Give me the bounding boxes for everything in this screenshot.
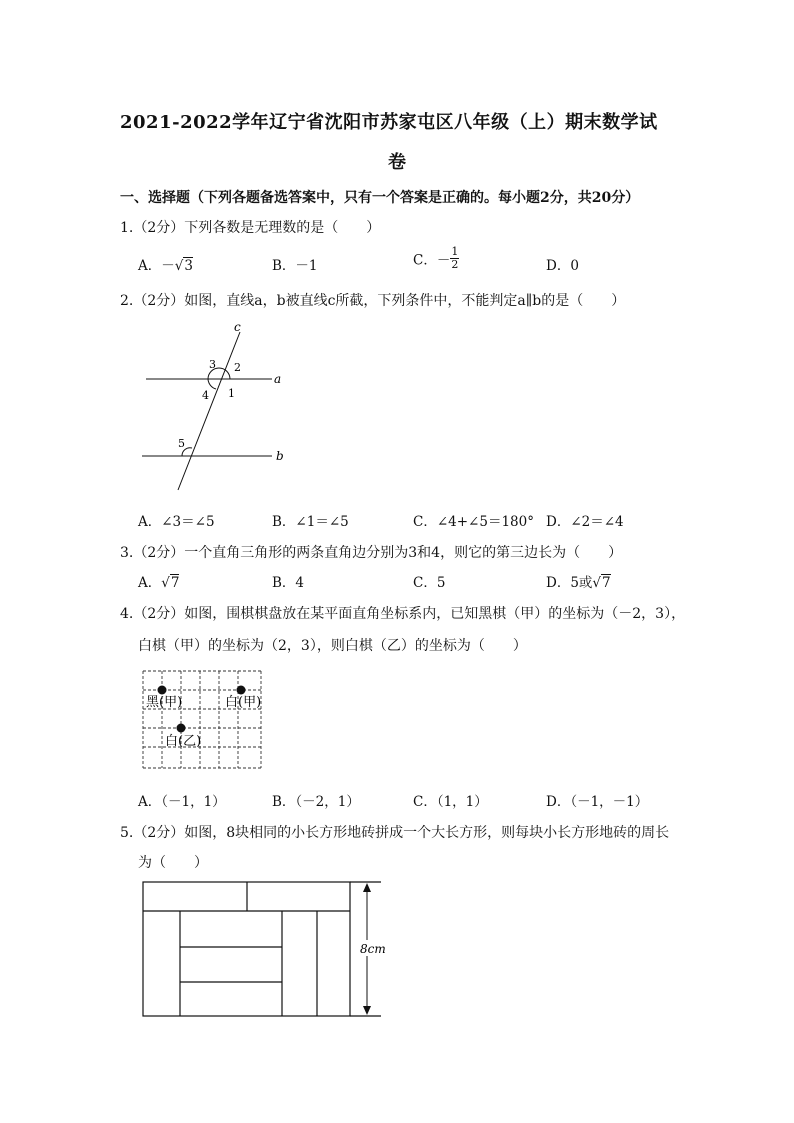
label-4: 4 <box>202 389 209 402</box>
question-2-option-c: C．∠4+∠5＝180° <box>413 514 534 530</box>
label-a: a <box>274 372 282 386</box>
question-5-stem: 5.（2分）如图，8块相同的小长方形地砖拼成一个大长方形，则每块小长方形地砖的周长 <box>120 825 670 841</box>
question-4-option-a: A．（－1，1） <box>138 794 226 810</box>
question-2-stem: 2.（2分）如图，直线a，b被直线c所截，下列条件中，不能判定a∥b的是（ ） <box>120 293 626 309</box>
question-4-option-d: D．（－1，－1） <box>546 794 649 810</box>
question-3-option-b: B．4 <box>272 575 305 591</box>
label-black-jia: 黑(甲) <box>146 695 183 710</box>
question-4-stem: 4.（2分）如图，围棋棋盘放在某平面直角坐标系内，已知黑棋（甲）的坐标为（－2，3）， <box>120 606 686 622</box>
label-b: b <box>276 449 284 463</box>
question-5-stem-line2: 为（ ） <box>138 855 208 871</box>
question-3-stem: 3.（2分）一个直角三角形的两条直角边分别为3和4，则它的第三边长为（ ） <box>120 545 623 561</box>
question-3-option-d: D．5或√7 <box>546 575 611 591</box>
question-3-option-a: A．√7 <box>138 575 180 591</box>
height-label: 8cm <box>360 942 386 956</box>
page-title-continued: 卷 <box>388 152 407 173</box>
question-2-option-b: B．∠1＝∠5 <box>272 514 349 530</box>
label-white-jia: 白(甲) <box>225 695 262 710</box>
label-white-yi: 白(乙) <box>165 734 202 749</box>
page-title: 2021-2022学年辽宁省沈阳市苏家屯区八年级（上）期末数学试 <box>120 112 658 133</box>
question-4-option-c: C．（1，1） <box>413 794 488 810</box>
go-board-figure <box>140 668 265 773</box>
parallel-lines-figure <box>130 320 300 495</box>
label-1: 1 <box>228 387 235 400</box>
question-4-stem-line2: 白棋（甲）的坐标为（2，3），则白棋（乙）的坐标为（ ） <box>138 638 527 654</box>
tiles-figure <box>140 878 390 1023</box>
label-3: 3 <box>209 358 216 371</box>
question-4-option-b: B．（－2，1） <box>272 794 360 810</box>
question-2-option-a: A．∠3＝∠5 <box>138 514 215 530</box>
question-1-option-d: D．0 <box>546 258 579 274</box>
angle-arc-bottom-left <box>208 379 216 389</box>
section-heading: 一、选择题（下列各题备选答案中，只有一个答案是正确的。每小题2分，共20分） <box>120 190 640 206</box>
label-c: c <box>234 320 241 334</box>
question-2-option-d: D．∠2＝∠4 <box>546 514 624 530</box>
question-3-option-c: C．5 <box>413 575 446 591</box>
question-1-stem: 1.（2分）下列各数是无理数的是（ ） <box>120 220 381 236</box>
go-board-grid <box>143 671 261 768</box>
label-5: 5 <box>178 437 185 450</box>
label-2: 2 <box>234 361 241 374</box>
white-stone-yi <box>177 724 186 733</box>
white-stone-jia <box>237 686 246 695</box>
line-c <box>178 332 240 490</box>
black-stone-jia <box>158 686 167 695</box>
tiles-outline <box>143 882 381 1016</box>
question-1-option-a: A．－√3 <box>138 258 193 274</box>
question-1-option-b: B．－1 <box>272 258 318 274</box>
question-1-option-c: C．－ $\frac{1}{2}$ <box>413 245 459 271</box>
